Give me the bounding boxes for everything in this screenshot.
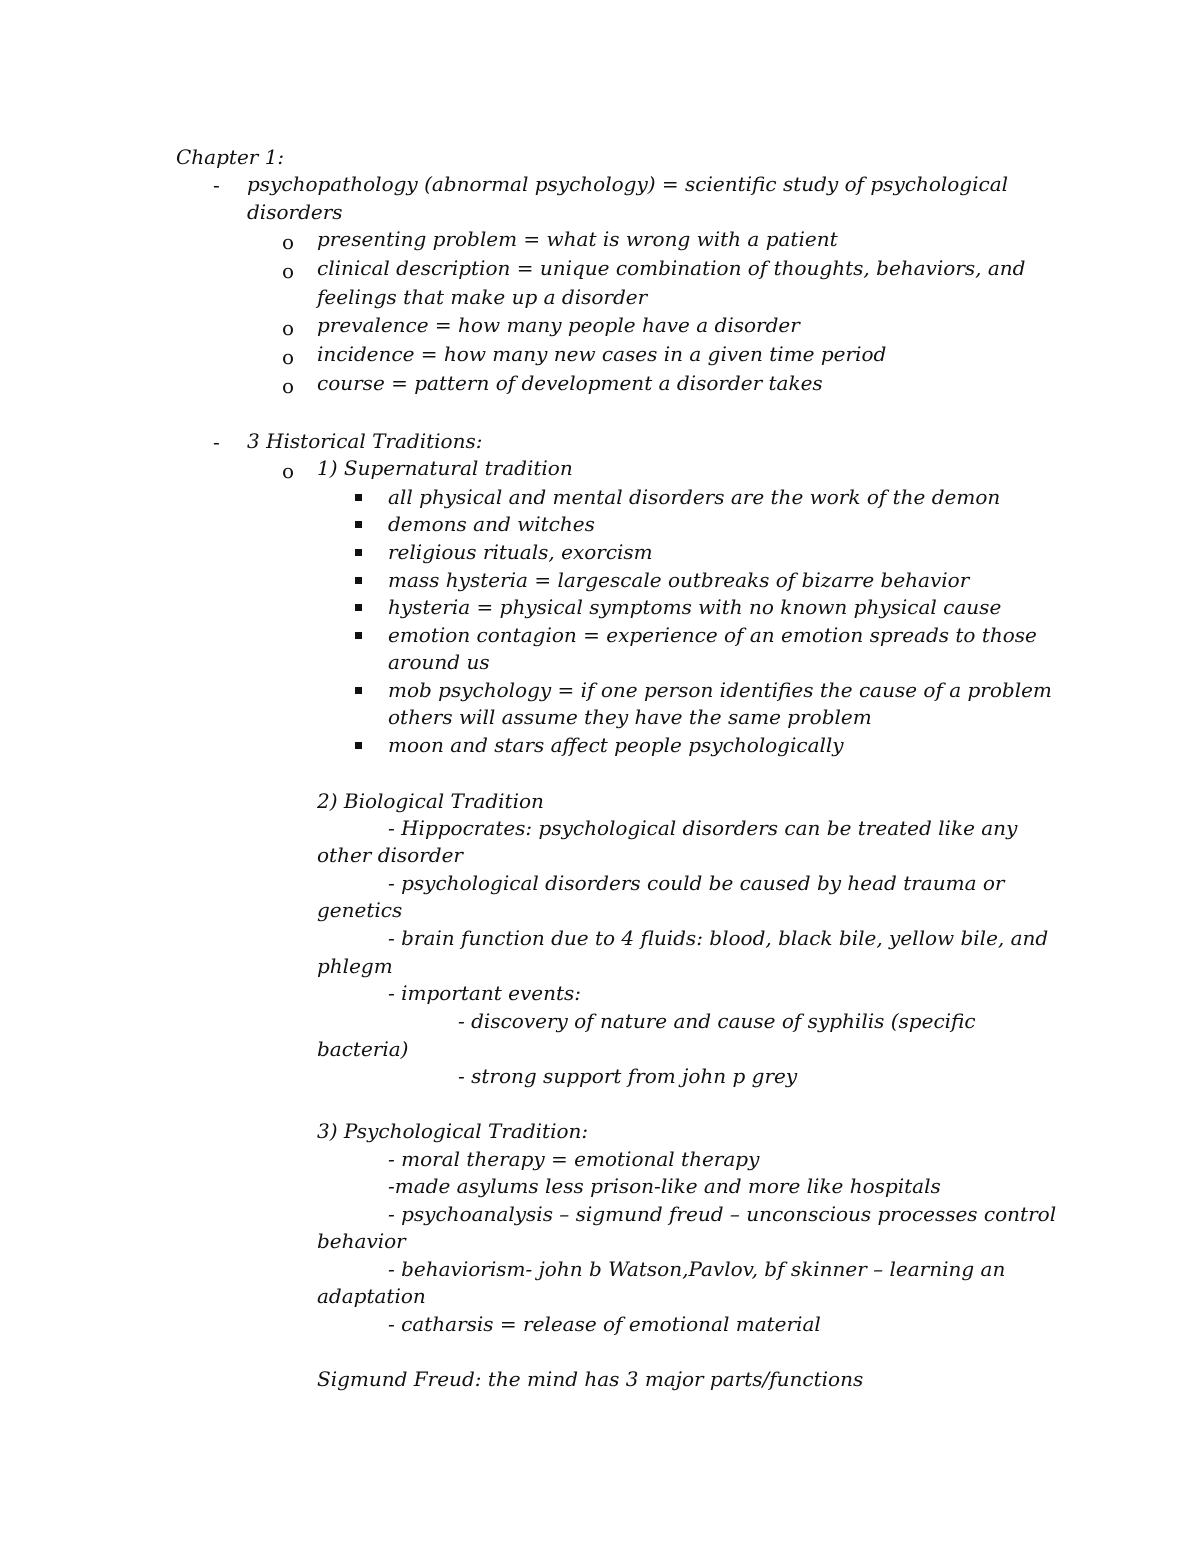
paragraph-line: genetics [317,898,403,922]
list-item: emotion contagion = experience of an emotion spreads to those [388,623,1037,647]
list-item: hysteria = physical symptoms with no known physical cause [388,595,1002,619]
paragraph-line: other disorder [317,843,463,867]
list-item: feelings that make up a disorder [317,285,648,309]
square-bullet [355,494,362,501]
chapter-heading: Chapter 1: [176,145,285,169]
square-bullet [355,742,362,749]
paragraph-line: - Hippocrates: psychological disorders can be treated like any [388,816,1018,840]
paragraph-line: behavior [317,1229,406,1253]
paragraph-line: phlegm [317,954,393,978]
paragraph-line: - moral therapy = emotional therapy [388,1147,760,1171]
list-item: course = pattern of development a disorder takes [317,371,823,395]
list-item: moon and stars affect people psychologically [388,733,844,757]
list-item: incidence = how many new cases in a given time period [317,342,887,366]
section-title: 3 Historical Traditions: [247,429,483,453]
paragraph-line: - psychoanalysis – sigmund freud – unconscious processes control [388,1202,1057,1226]
paragraph-line: adaptation [317,1284,426,1308]
dash-bullet: - [213,430,220,454]
subsection-title: 2) Biological Tradition [317,789,544,813]
square-bullet [355,577,362,584]
list-item: religious rituals, exorcism [388,540,653,564]
definition-line: psychopathology (abnormal psychology) = scientific study of psychological [247,172,1009,196]
circle-bullet: o [282,374,295,398]
list-item: mob psychology = if one person identifies the cause of a problem [388,678,1052,702]
definition-line: disorders [247,200,343,224]
list-item: prevalence = how many people have a disorder [317,313,800,337]
circle-bullet: o [282,459,295,483]
list-item: demons and witches [388,512,595,536]
square-bullet [355,632,362,639]
list-item: presenting problem = what is wrong with a patient [317,227,838,251]
paragraph-line: - brain function due to 4 fluids: blood, black bile, yellow bile, and [388,926,1049,950]
list-item: mass hysteria = largescale outbreaks of bizarre behavior [388,568,970,592]
paragraph-line: bacteria) [317,1037,409,1061]
list-item: others will assume they have the same problem [388,705,872,729]
square-bullet [355,521,362,528]
dash-bullet: - [213,173,220,197]
square-bullet [355,549,362,556]
list-item: clinical description = unique combination of thoughts, behaviors, and [317,256,1026,280]
paragraph-line: - psychological disorders could be caused by head trauma or [388,871,1005,895]
subsection-title: 1) Supernatural tradition [317,456,573,480]
subsection-title: 3) Psychological Tradition: [317,1119,589,1143]
paragraph-line: - catharsis = release of emotional material [388,1312,821,1336]
freud-line: Sigmund Freud: the mind has 3 major parts/functions [317,1367,864,1391]
circle-bullet: o [282,259,295,283]
paragraph-line: - strong support from john p grey [458,1064,798,1088]
list-item: around us [388,650,490,674]
circle-bullet: o [282,345,295,369]
paragraph-line: - behaviorism- john b Watson,Pavlov, bf skinner – learning an [388,1257,1006,1281]
list-item: all physical and mental disorders are the work of the demon [388,485,1001,509]
circle-bullet: o [282,230,295,254]
square-bullet [355,687,362,694]
square-bullet [355,604,362,611]
paragraph-line: -made asylums less prison-like and more like hospitals [388,1174,941,1198]
circle-bullet: o [282,316,295,340]
paragraph-line: - important events: [388,981,582,1005]
paragraph-line: - discovery of nature and cause of syphilis (specific [458,1009,976,1033]
